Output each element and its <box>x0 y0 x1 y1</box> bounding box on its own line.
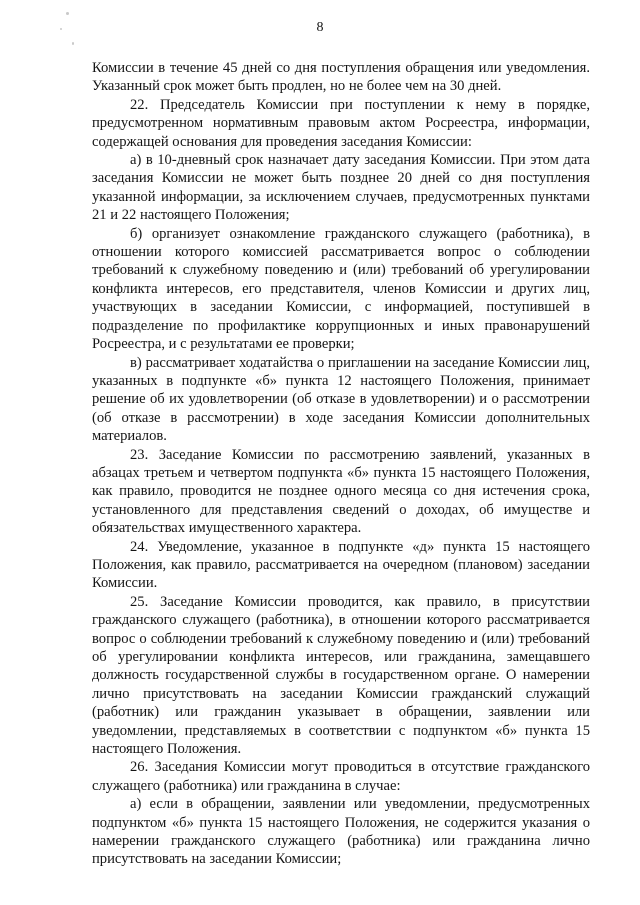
paragraph-25: 25. Заседание Комиссии проводится, как правило, в присутствии гражданского служащего (работника), в отношении которого рассматривается вопрос о соблюдении требований к служебному поведению и (или) требований об урегулировании конфликта интересов, или гражданина, замещавшего должность государственной службы в государственном органе. О намерении лично присутствовать на заседании Комиссии гражданский служащий (работник) или гражданин указывает в обращении, заявлении или уведомлении, представляемых в соответствии с подпунктом «б» пункта 15 настоящего Положения. <box>92 593 590 758</box>
paragraph-23: 23. Заседание Комиссии по рассмотрению заявлений, указанных в абзацах третьем и четвертом подпункта «б» пункта 15 настоящего Положения, как правило, проводится не позднее одного месяца со дня истечения срока, установленного для представления сведений о доходах, об имуществе и обязательствах имущественного характера. <box>92 446 590 537</box>
paragraph-22-v: в) рассматривает ходатайства о приглашении на заседание Комиссии лиц, указанных в подпункте «б» пункта 12 настоящего Положения, принимает решение об их удовлетворении (об отказе в удовлетворении) и о рассмотрении (об отказе в рассмотрении) в ходе заседания Комиссии дополнительных материалов. <box>92 354 590 445</box>
paragraph-22-b: б) организует ознакомление гражданского служащего (работника), в отношении которого комиссией рассматривается вопрос о соблюдении требований к служебному поведению и (или) требований об урегулировании конфликта интересов, его представителя, членов Комиссии и других лиц, участвующих в заседании Комиссии, с информацией, поступившей в подразделение по профилактике коррупционных и иных правонарушений Росреестра, и с результатами ее проверки; <box>92 225 590 353</box>
paragraph-26: 26. Заседания Комиссии могут проводиться в отсутствие гражданского служащего (работника) или гражданина в случае: <box>92 759 590 794</box>
paragraph-continuation: Комиссии в течение 45 дней со дня поступления обращения или уведомления. Указанный срок может быть продлен, но не более чем на 30 дней. <box>92 60 590 95</box>
page-number: 8 <box>316 20 324 35</box>
paragraph-22-a: а) в 10-дневный срок назначает дату заседания Комиссии. При этом дата заседания Комиссии не может быть позднее 20 дней со дня поступления указанной информации, за исключением случаев, предусмотренных пунктами 21 и 22 настоящего Положения; <box>92 152 590 224</box>
paragraph-22: 22. Председатель Комиссии при поступлении к нему в порядке, предусмотренном нормативным правовым актом Росреестра, информации, содержащей основания для проведения заседания Комиссии: <box>92 96 590 150</box>
document-body <box>92 59 590 869</box>
scan-speck <box>66 12 69 15</box>
paragraph-26-a: а) если в обращении, заявлении или уведомлении, предусмотренных подпунктом «б» пункта 15 настоящего Положения, не содержится указания о намерении гражданского служащего (работника) или гражданина лично присутствовать на заседании Комиссии; <box>92 796 590 868</box>
paragraph-24: 24. Уведомление, указанное в подпункте «д» пункта 15 настоящего Положения, как правило, рассматривается на очередном (плановом) заседании Комиссии. <box>92 538 590 592</box>
scan-speck <box>72 42 74 45</box>
